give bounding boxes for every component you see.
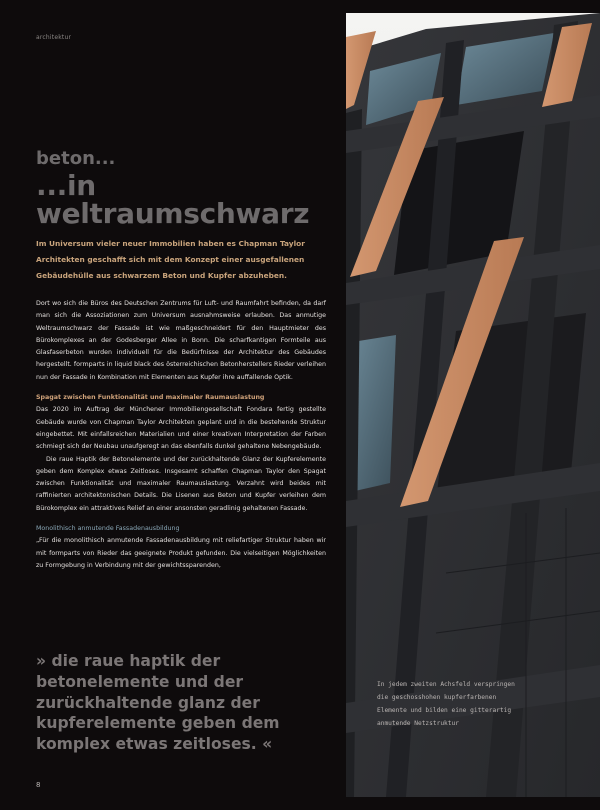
headline — [36, 150, 326, 228]
lead-paragraph: Im Universum vieler neuer Immobilien haben es Chapman Taylor Architekten geschafft sich mit dem Konzept einer ausgefallenen Gebäudehülle aus schwarzem Beton und Kupfer abzuheben. — [36, 239, 305, 280]
subhead-monolithisch: Monolithisch anmutende Fassadenausbildung — [36, 525, 180, 533]
headline-line-1: beton... — [36, 148, 116, 169]
page-number: 8 — [36, 781, 41, 789]
body-paragraph-3: Die raue Haptik der Betonelemente und der zurückhaltende Glanz der Kupferelemente geben dem Komplex etwas Zeitloses. Insgesamt schaffen Chapman Taylor den Spagat zwischen Funktionalität und maximaler Raumauslastung. Verzahnt wird beides mit raffinierten architektonischen Details. Die Lisenen aus Beton und Kupfer verleihen dem Bürokomplex ein attraktives Relief an einer ansonsten geradlinig gehaltenen Fassade. — [36, 455, 326, 512]
body-text — [36, 298, 326, 572]
headline-line-2: ...in weltraumschwarz — [36, 169, 310, 230]
pull-quote: » die raue haptik der betonelemente und der zurückhaltende glanz der kupferelemente geben dem komplex etwas zeitloses. « — [36, 652, 280, 754]
body-paragraph-1: Dort wo sich die Büros des Deutschen Zentrums für Luft- und Raumfahrt befinden, da darf man sich die Assoziationen zum Universum ausnahmsweise erlauben. Das anmutige Weltraumschwarz der Fassade ist wie maßgeschneidert für den Hauptmieter des Bürokomplexes an der Godesberger Allee in Bonn. Die scharfkantigen Formteile aus Glasfaserbeton wurden individuell für die Bedürfnisse der Architektur des Gebäudes hergestellt. formparts in liquid black des österreichischen Betonherstellers Rieder verleihen nun der Fassade in Kombination mit Elementen aus Kupfer ihre auffallende Optik. — [36, 300, 326, 381]
section-label: architektur — [36, 34, 72, 41]
body-paragraph-2: Das 2020 im Auftrag der Münchener Immobiliengesellschaft Fondara fertig gestellte Gebäude wurde von Chapman Taylor Architekten geplant und in die bestehende Struktur eingebettet. Mit einfallsreichen Materialien und einer kreativen Interpretation der Farben schmiegt sich der Neubau unaufgeregt an das ebenfalls dunkel gehaltene Nebengebäude. — [36, 406, 326, 451]
photo-caption: In jedem zweiten Achsfeld verspringen die geschosshohen kupferfarbenen Elemente und bilden eine gitterartig anmutende Netzstruktur — [377, 681, 515, 727]
body-paragraph-4: „Für die monolithisch anmutende Fassadenausbildung mit reliefartiger Struktur haben wir mit formparts von Rieder das geeignete Produkt gefunden. Die vielseitigen Möglichkeiten zu Formgebung in Verbindung mit der gewichtssparenden, — [36, 537, 326, 569]
subhead-spagat: Spagat zwischen Funktionalität und maximaler Raumauslastung — [36, 394, 265, 402]
